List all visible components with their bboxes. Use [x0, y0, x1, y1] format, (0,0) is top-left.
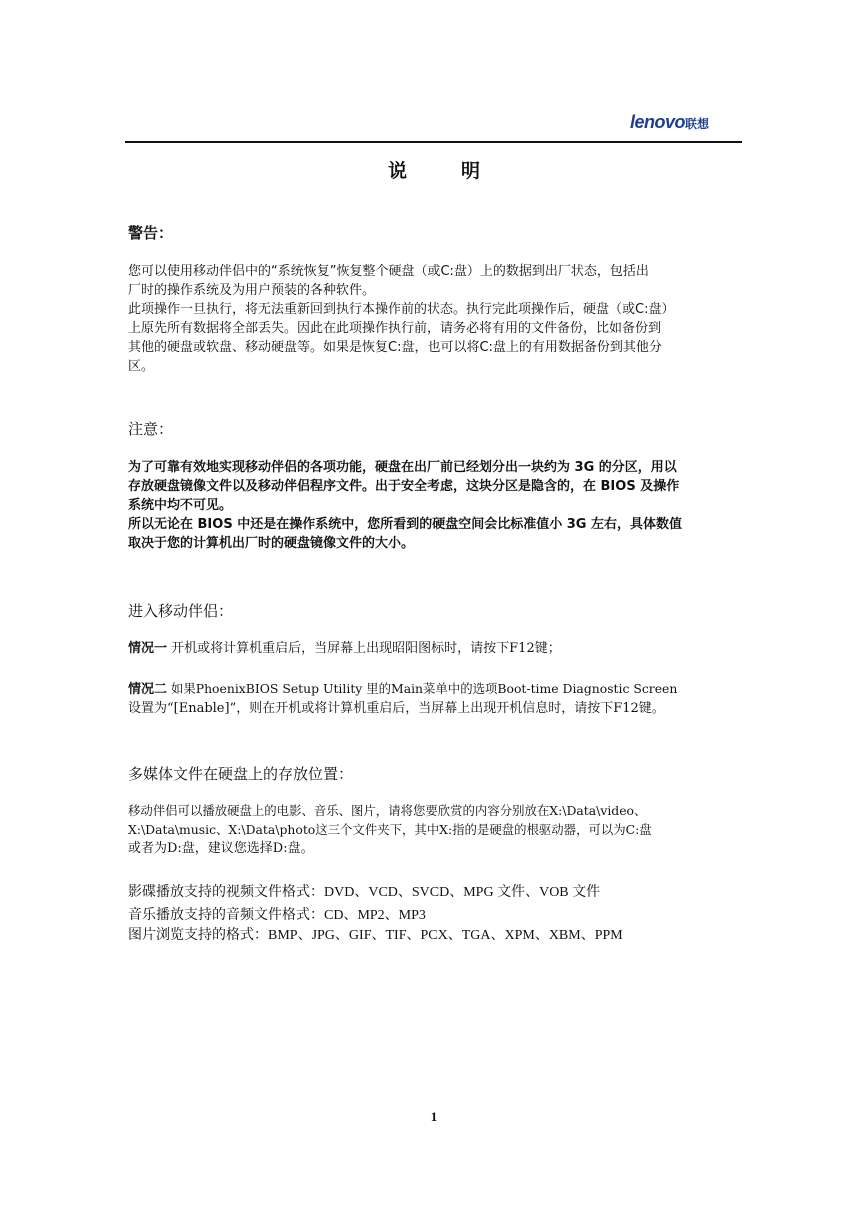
- audio-formats: 音乐播放支持的音频文件格式：CD、MP2、MP3: [128, 908, 426, 923]
- text-line: 区。: [128, 359, 155, 374]
- case1-text: 开机或将计算机重启后，当屏幕上出现昭阳图标时，请按下F12键；: [167, 641, 561, 656]
- case2-paragraph: [128, 679, 742, 718]
- text-line: 所以无论在 BIOS 中还是在操作系统中，您所看到的硬盘空间会比标准值小 3G 左右，具体数值: [128, 517, 682, 532]
- page-number: 1: [430, 1109, 438, 1124]
- text-line: 或者为D:盘，建议您选择D:盘。: [128, 841, 314, 856]
- text-line: 为了可靠有效地实现移动伴侣的各项功能，硬盘在出厂前已经划分出一块约为 3G 的分区，用以: [128, 460, 677, 475]
- lenovo-logo: [630, 112, 709, 132]
- case2-label: 情况二: [128, 682, 168, 697]
- page-title: [0, 156, 868, 183]
- header-rule: [125, 141, 742, 143]
- media-paragraph: [128, 801, 742, 858]
- notice-heading: 注意：: [128, 420, 174, 438]
- text-line: 厂时的操作系统及为用户预装的各种软件。: [128, 283, 376, 298]
- case1-paragraph: [128, 639, 742, 658]
- case2-text: 如果PhoenixBIOS Setup Utility 里的Main菜单中的选项Boot-time Diagnostic Screen: [167, 681, 678, 696]
- text-line: 存放硬盘镜像文件以及移动伴侣程序文件。出于安全考虑，这块分区是隐含的，在 BIOS 及操作: [128, 479, 680, 494]
- case2-line2: 设置为“[Enable]”，则在开机或将计算机重启后，当屏幕上出现开机信息时，请按下F12键。: [128, 701, 665, 716]
- text-line: 取决于您的计算机出厂时的硬盘镜像文件的大小。: [128, 536, 415, 551]
- media-heading: 多媒体文件在硬盘上的存放位置：: [128, 765, 354, 783]
- warning-paragraph: [128, 262, 742, 376]
- text-line: 系统中均不可见。: [128, 498, 233, 513]
- text-line: 上原先所有数据将全部丢失。因此在此项操作执行前，请务必将有用的文件备份，比如备份到: [128, 321, 662, 336]
- text-line: 此项操作一旦执行，将无法重新回到执行本操作前的状态。执行完此项操作后，硬盘（或C:盘）: [128, 302, 675, 317]
- title-char-1: 说: [387, 160, 407, 182]
- enter-heading: 进入移动伴侣：: [128, 602, 234, 620]
- video-formats: 影碟播放支持的视频文件格式：DVD、VCD、SVCD、MPG 文件、VOB 文件: [128, 885, 601, 900]
- warning-heading: 警告：: [128, 224, 174, 242]
- image-formats: 图片浏览支持的格式：BMP、JPG、GIF、TIF、PCX、TGA、XPM、XBM、PPM: [128, 928, 623, 943]
- case1-label: 情况一: [128, 641, 168, 656]
- notice-paragraph: [128, 458, 742, 553]
- title-char-2: 明: [461, 160, 481, 182]
- text-line: 移动伴侣可以播放硬盘上的电影、音乐、图片，请将您要欣赏的内容分别放在X:\Data\video、: [128, 803, 647, 818]
- text-line: 您可以使用移动伴侣中的“系统恢复”恢复整个硬盘（或C:盘）上的数据到出厂状态，包括出: [128, 264, 649, 279]
- text-line: 其他的硬盘或软盘、移动硬盘等。如果是恢复C:盘，也可以将C:盘上的有用数据备份到其他分: [128, 340, 662, 355]
- text-line: X:\Data\music、X:\Data\photo这三个文件夹下，其中X:指的是硬盘的根驱动器，可以为C:盘: [128, 822, 652, 837]
- logo-wordmark: lenovo: [630, 112, 686, 132]
- logo-chinese: 联想: [685, 117, 710, 131]
